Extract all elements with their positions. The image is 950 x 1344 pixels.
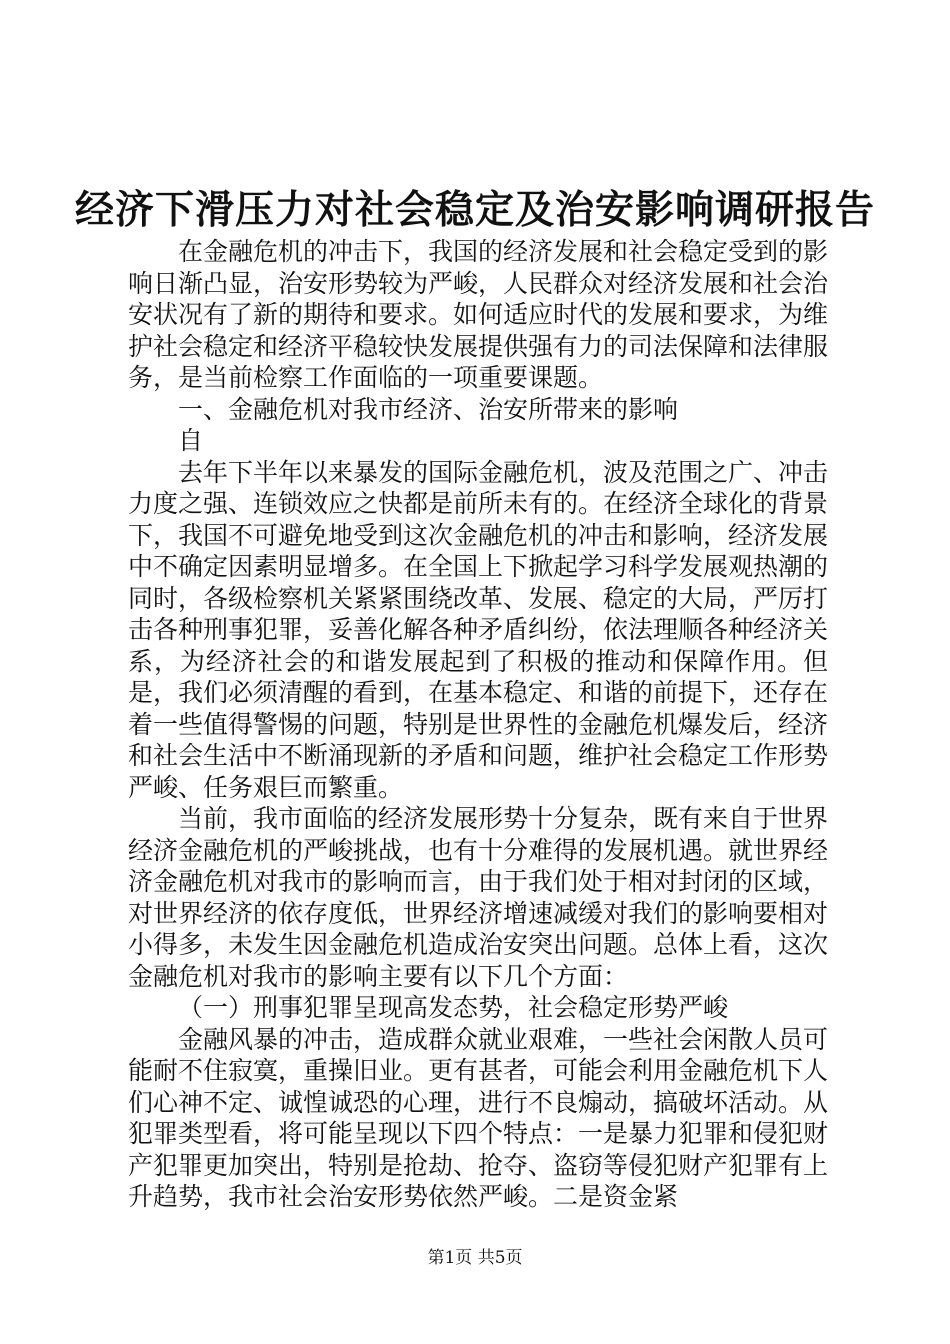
document-title: 经济下滑压力对社会稳定及治安影响调研报告 bbox=[74, 187, 875, 233]
subsection-heading-1: （一）刑事犯罪呈现高发态势，社会稳定形势严峻 bbox=[178, 993, 729, 1022]
paragraph-crime-trends: 金融风暴的冲击，造成群众就业艰难，一些社会闲散人员可能耐不住寂寞，重操旧业。更有甚者，可能会利用金融危机下人们心神不定、诚惶诚恐的心理，进行不良煽动，搞破坏活动。从犯罪类型看，将可能呈现以下四个特点：一是暴力犯罪和侵犯财产犯罪更加突出，特别是抢劫、抢夺、盗窃等侵犯财产犯罪有上升趋势，我市社会治安形势依然严峻。二是资金紧 bbox=[128, 1024, 829, 1211]
page-footer: 第1页 共5页 bbox=[427, 1248, 523, 1268]
paragraph-fragment: 自 bbox=[178, 426, 204, 455]
paragraph-current-situation: 当前，我市面临的经济发展形势十分复杂，既有来自于世界经济金融危机的严峻挑战，也有十分难得的发展机遇。就世界经济金融危机对我市的影响而言，由于我们处于相对封闭的区域，对世界经济的依存度低，世界经济增速减缓对我们的影响要相对小得多，未发生因金融危机造成治安突出问题。总体上看，这次金融危机对我市的影响主要有以下几个方面： bbox=[128, 804, 829, 991]
paragraph-intro: 在金融危机的冲击下，我国的经济发展和社会稳定受到的影响日渐凸显，治安形势较为严峻，人民群众对经济发展和社会治安状况有了新的期待和要求。如何适应时代的发展和要求，为维护社会稳定和经济平稳较快发展提供强有力的司法保障和法律服务，是当前检察工作面临的一项重要课题。 bbox=[128, 237, 829, 392]
document-body bbox=[128, 236, 828, 1213]
section-heading-1: 一、金融危机对我市经济、治安所带来的影响 bbox=[178, 394, 679, 424]
paragraph-background: 去年下半年以来暴发的国际金融危机，波及范围之广、冲击力度之强、连锁效应之快都是前所未有的。在经济全球化的背景下，我国不可避免地受到这次金融危机的冲击和影响，经济发展中不确定因素明显增多。在全国上下掀起学习科学发展观热潮的同时，各级检察机关紧紧围绕改革、发展、稳定的大局，严厉打击各种刑事犯罪，妥善化解各种矛盾纠纷，依法理顺各种经济关系，为经济社会的和谐发展起到了积极的推动和保障作用。但是，我们必须清醒的看到，在基本稳定、和谐的前提下，还存在着一些值得警惕的问题，特别是世界性的金融危机爆发后，经济和社会生活中不断涌现新的矛盾和问题，维护社会稳定工作形势严峻、任务艰巨而繁重。 bbox=[128, 457, 829, 802]
